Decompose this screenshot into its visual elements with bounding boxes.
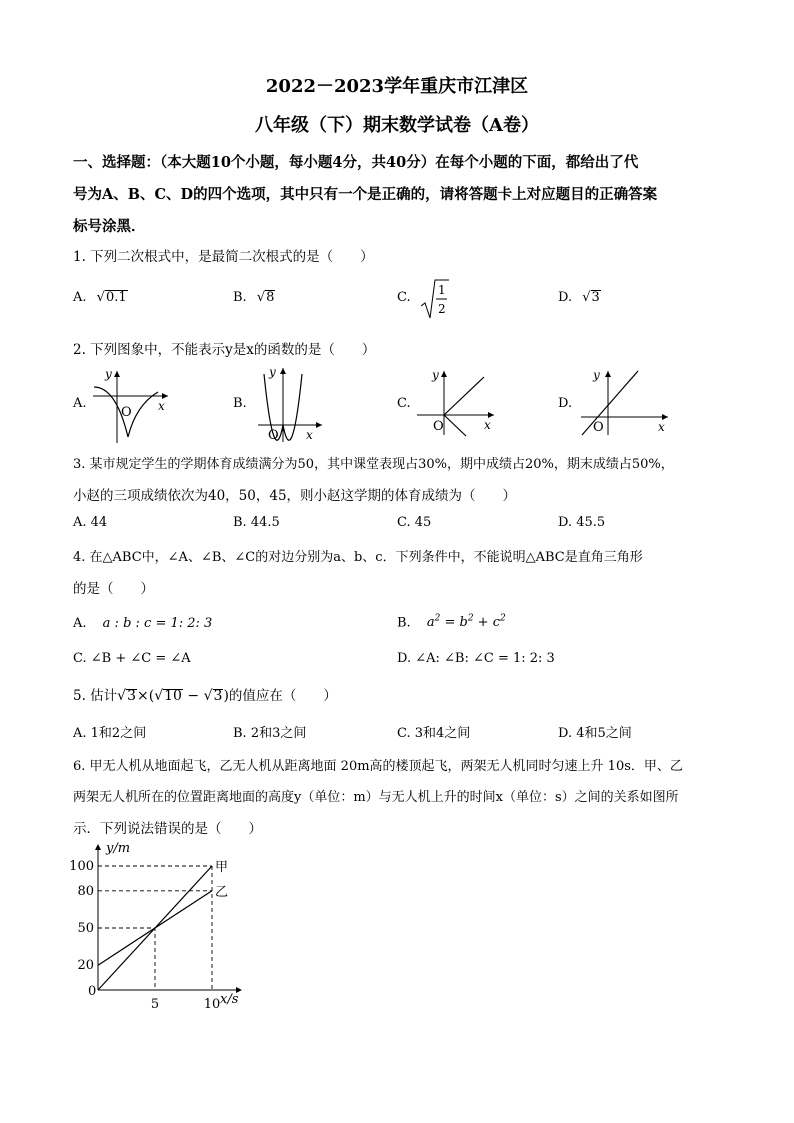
q1-option-c [397, 278, 449, 322]
q2-graph-a [88, 365, 173, 445]
q4-a-label: A. [73, 616, 87, 631]
y-axis-label: y [269, 365, 276, 379]
q6-line-3: 示．下列说法错误的是（ ） [73, 821, 262, 837]
q5-suffix: 的值应在（ ） [228, 688, 337, 704]
q3-option-d: D. 45.5 [558, 515, 606, 530]
q2-graph-d [578, 365, 673, 437]
q1-c-numerator: 1 [437, 283, 446, 297]
q1-c-label: C. [397, 290, 411, 305]
x-axis-label: x [484, 418, 491, 432]
q4-option-a [73, 616, 212, 631]
title-line-2: 八年级（下）期末数学试卷（A卷） [255, 115, 539, 136]
x-axis-label: x [306, 428, 313, 442]
q2-d-label: D. [558, 396, 573, 411]
q5-expression: √3×(√10 − √3) [117, 688, 229, 704]
section-intro-line-3: 标号涂黑． [73, 218, 146, 235]
origin-label: O [433, 419, 444, 434]
q3-line-1: 3. 某市规定学生的学期体育成绩满分为50，其中课堂表现占30%，期中成绩占20%，期末成绩占50%， [73, 457, 674, 472]
q5-prefix: 5. 估计 [73, 688, 118, 704]
q4-line-1: 4. 在△ABC中，∠A、∠B、∠C的对边分别为a、b、c．下列条件中，不能说明△ABC是直角三角形 [73, 550, 643, 565]
q5-option-c: C. 3和4之间 [397, 726, 471, 741]
q1-d-label: D. [558, 290, 573, 305]
series-label-2: 乙 [215, 884, 229, 900]
sqrt-icon: √ [582, 290, 591, 305]
y-axis-label: y [432, 368, 439, 382]
x-tick-label: 5 [150, 997, 160, 1012]
q1-option-d [558, 290, 601, 305]
q3-option-b: B. 44.5 [233, 515, 280, 530]
title-line-1: 2022－2023学年重庆市江津区 [265, 76, 529, 97]
q2-stem: 2. 下列图象中，不能表示y是x的函数的是（ ） [73, 342, 376, 358]
q2-graph-c [414, 365, 499, 437]
q4-line-2: 的是（ ） [73, 581, 154, 597]
sqrt-icon: √ [96, 290, 105, 305]
q4-option-d: D. ∠A: ∠B: ∠C = 1: 2: 3 [397, 651, 555, 666]
q1-c-denominator: 2 [437, 302, 446, 316]
q2-c-label: C. [397, 396, 411, 411]
q2-a-label: A. [73, 396, 87, 411]
q1-option-a [73, 290, 128, 305]
q4-option-b [397, 614, 506, 630]
y-tick-label: 50 [77, 921, 94, 936]
q6-line-1: 6. 甲无人机从地面起飞，乙无人机从距离地面 20m高的楼顶起飞，两架无人机同时匀速上升 10s．甲、乙 [73, 759, 683, 774]
q4-option-c: C. ∠B + ∠C = ∠A [73, 651, 191, 666]
q6-line-2: 两架无人机所在的位置距离地面的高度y（单位：m）与无人机上升的时间x（单位：s）之间的关系如图所 [73, 790, 679, 805]
x-axis-title: x/s [220, 992, 239, 1007]
q4-a-value: a : b : c = 1: 2: 3 [102, 616, 213, 631]
q1-c-sqrt-fraction [419, 278, 449, 322]
y-axis-label: y [105, 367, 112, 381]
y-axis-arrow [95, 844, 101, 850]
x-axis-label: x [158, 399, 165, 413]
x-axis-label: x [658, 420, 665, 434]
q1-a-label: A. [73, 290, 87, 305]
q1-d-radicand: 3 [591, 290, 600, 305]
q3-line-2: 小赵的三项成绩依次为40，50，45，则小赵这学期的体育成绩为（ ） [73, 488, 517, 504]
q1-option-b [233, 290, 275, 305]
q1-b-label: B. [233, 290, 247, 305]
q4-b-label: B. [397, 615, 411, 631]
y-tick-label: 80 [77, 883, 94, 899]
q4-b-formula: $a^2 = b^2 + c^2$ [426, 614, 506, 631]
q5-option-b: B. 2和3之间 [233, 726, 307, 741]
x-tick-label: 10 [203, 997, 221, 1012]
q2-graph-b [256, 362, 326, 444]
y-axis-title: y/m [106, 841, 131, 856]
y-tick-label: 100 [69, 859, 94, 874]
origin-tick-label: 0 [88, 984, 97, 999]
origin-label: O [593, 420, 604, 435]
origin-label: O [268, 428, 279, 443]
section-intro-line-1: 一、选择题：（本大题10个小题，每小题4分，共40分）在每个小题的下面，都给出了代 [73, 154, 639, 171]
sqrt-icon: √ [256, 290, 266, 305]
q6-line-chart [60, 840, 260, 1015]
y-tick-label: 20 [77, 958, 94, 974]
q1-b-radicand: 8 [266, 290, 275, 305]
series-label-1: 甲 [215, 860, 229, 875]
origin-label: O [121, 405, 132, 420]
q1-a-radicand: 0.1 [105, 290, 127, 305]
q5-stem [73, 684, 337, 704]
q2-b-label: B. [233, 396, 247, 411]
y-axis-label: y [593, 368, 600, 382]
q3-option-a: A. 44 [73, 515, 108, 530]
q3-option-c: C. 45 [397, 515, 432, 530]
q5-option-a: A. 1和2之间 [73, 726, 147, 741]
q5-option-d: D. 4和5之间 [558, 726, 632, 741]
q1-stem: 1. 下列二次根式中，是最简二次根式的是（ ） [73, 249, 374, 265]
section-intro-line-2: 号为A、B、C、D的四个选项，其中只有一个是正确的，请将答题卡上对应题目的正确答案 [73, 186, 658, 203]
